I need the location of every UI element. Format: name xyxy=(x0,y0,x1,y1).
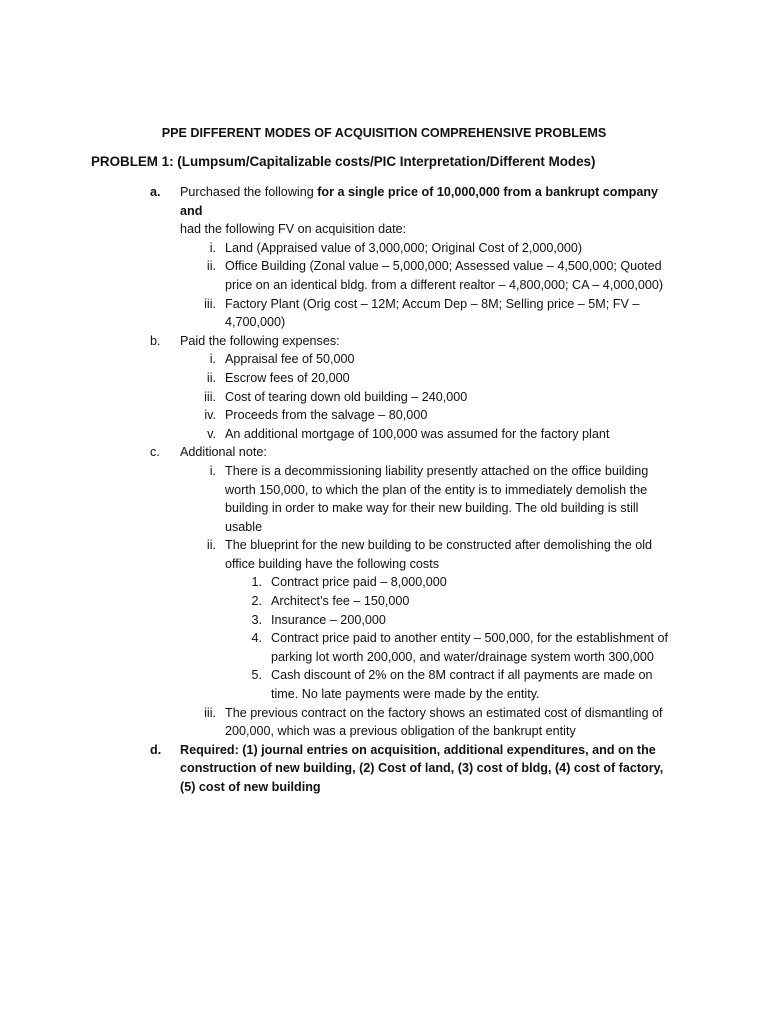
item-text: The previous contract on the factory shows an estimated cost of dismantling of 200,000, which was a previous obligation of the bankrupt entity xyxy=(225,705,663,739)
item-a-text-plain: Purchased the following xyxy=(180,185,318,199)
item-c-ii xyxy=(0,536,768,573)
item-marker: i. xyxy=(209,463,216,478)
item-marker: ii. xyxy=(206,538,216,553)
item-b-ii xyxy=(0,369,768,388)
item-c-ii-5 xyxy=(0,666,768,703)
item-c-ii-2 xyxy=(0,592,768,611)
item-a xyxy=(0,183,768,239)
item-marker: i. xyxy=(209,240,216,255)
item-a-i xyxy=(0,239,768,258)
item-b-iii xyxy=(0,388,768,407)
item-text: Cost of tearing down old building – 240,000 xyxy=(225,389,468,404)
item-d-text: Required: (1) journal entries on acquisition, additional expenditures, and on the construction of new building, (2) Cost of land, (3) cost of bldg, (4) cost of factory, (5) cost of new building xyxy=(180,742,664,794)
item-text: Appraisal fee of 50,000 xyxy=(225,352,355,367)
item-text: Insurance – 200,000 xyxy=(271,612,386,627)
item-b-v xyxy=(0,425,768,444)
item-b-text: Paid the following expenses: xyxy=(180,333,340,348)
item-c-i xyxy=(0,462,768,536)
item-a-text-bold: for a single price of 10,000,000 from a bankrupt company and xyxy=(180,185,659,218)
item-marker: 4. xyxy=(251,631,262,646)
item-text: Land (Appraised value of 3,000,000; Original Cost of 2,000,000) xyxy=(225,240,583,255)
item-marker: 1. xyxy=(251,575,262,590)
item-c-iii xyxy=(0,704,768,741)
item-text: Escrow fees of 20,000 xyxy=(225,370,350,385)
item-a-text xyxy=(180,183,670,239)
item-marker: 3. xyxy=(251,612,262,627)
item-text: Contract price paid – 8,000,000 xyxy=(271,575,447,590)
item-b-marker: b. xyxy=(150,333,161,348)
item-marker: 5. xyxy=(251,668,262,683)
item-b-i xyxy=(0,350,768,369)
item-a-text-tail: had the following FV on acquisition date: xyxy=(180,222,407,237)
item-c-ii-1 xyxy=(0,573,768,592)
item-marker: iii. xyxy=(204,705,216,720)
item-text: Office Building (Zonal value – 5,000,000; Assessed value – 4,500,000; Quoted price on an identical bldg. from a different realtor – 4,800,000; CA – 4,000,000) xyxy=(225,259,664,292)
item-c xyxy=(0,443,768,462)
item-c-ii-3 xyxy=(0,611,768,630)
item-d-marker: d. xyxy=(150,742,162,757)
item-marker: 2. xyxy=(251,594,262,609)
item-text: Contract price paid to another entity – 500,000, for the establishment of parking lot worth 200,000, and water/drainage system worth 300,000 xyxy=(271,631,668,664)
document-title: PPE DIFFERENT MODES OF ACQUISITION COMPREHENSIVE PROBLEMS xyxy=(161,126,607,140)
item-marker: i. xyxy=(209,352,216,367)
item-text: Cash discount of 2% on the 8M contract if all payments are made on time. No late payments were made by the entity. xyxy=(271,668,653,702)
item-a-ii xyxy=(0,257,768,294)
item-text: There is a decommissioning liability presently attached on the office building worth 150,000, to which the plan of the entity is to immediately demolish the building in order to make way for their new building. The old building is still usable xyxy=(225,463,649,534)
item-marker: ii. xyxy=(206,259,216,274)
item-c-marker: c. xyxy=(150,445,160,460)
item-marker: v. xyxy=(207,426,216,441)
item-text: The blueprint for the new building to be constructed after demolishing the old office building have the following costs xyxy=(225,538,653,571)
item-marker: ii. xyxy=(206,370,216,385)
item-a-iii xyxy=(0,295,768,332)
item-a-marker: a. xyxy=(150,185,161,199)
item-b-iv xyxy=(0,406,768,425)
item-marker: iii. xyxy=(204,389,216,404)
item-d xyxy=(0,741,768,797)
item-c-text: Additional note: xyxy=(180,445,267,460)
problem-body xyxy=(0,183,768,797)
item-text: An additional mortgage of 100,000 was assumed for the factory plant xyxy=(225,426,610,441)
item-text: Architect’s fee – 150,000 xyxy=(271,594,410,609)
item-marker: iii. xyxy=(204,296,216,311)
item-text: Proceeds from the salvage – 80,000 xyxy=(225,408,428,423)
item-b xyxy=(0,332,768,351)
item-marker: iv. xyxy=(204,408,216,423)
item-c-ii-4 xyxy=(0,629,768,666)
item-text: Factory Plant (Orig cost – 12M; Accum Dep – 8M; Selling price – 5M; FV – 4,700,000) xyxy=(225,296,640,330)
problem-heading: PROBLEM 1: (Lumpsum/Capitalizable costs/PIC Interpretation/Different Modes) xyxy=(91,154,596,169)
